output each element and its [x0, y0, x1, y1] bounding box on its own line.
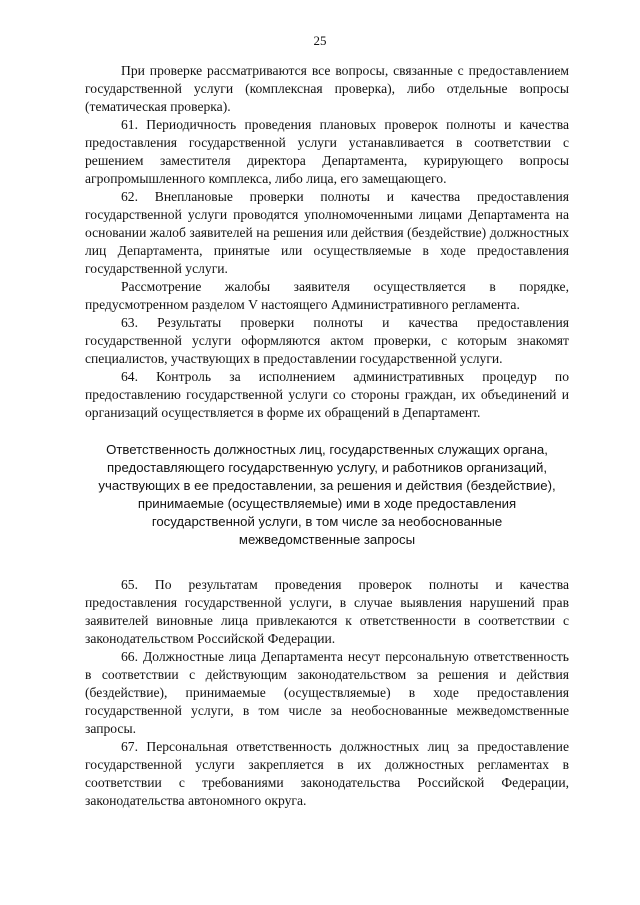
section-heading-line: участвующих в ее предоставлении, за решения и действия (бездействие), [98, 478, 556, 493]
section-heading [85, 441, 569, 549]
section-heading-line: Ответственность должностных лиц, государственных служащих органа, [106, 442, 548, 457]
document-body [85, 62, 569, 810]
paragraph-64: 64. Контроль за исполнением административных процедур по предоставлению государственной услуги со стороны граждан, их объединений и организаций осуществляется в форме их обращений в Департамент. [85, 369, 569, 420]
section-heading-line: государственной услуги, в том числе за необоснованные [151, 514, 503, 529]
paragraph-complaint-review: Рассмотрение жалобы заявителя осуществляется в порядке, предусмотренном разделом V настоящего Административного регламента. [85, 279, 569, 312]
paragraph-67: 67. Персональная ответственность должностных лиц за предоставление государственной услуги закрепляется в их должностных регламентах в соответствии с требованиями законодательства Российской Федерации, законодательства автономного округа. [85, 739, 569, 808]
section-heading-line: принимаемые (осуществляемые) ими в ходе предоставления [137, 496, 517, 511]
paragraph-65: 65. По результатам проведения проверок полноты и качества предоставления государственной услуги, в случае выявления нарушений прав заявителей виновные лица привлекаются к ответственности в соответствии с законодательством Российской Федерации. [85, 577, 569, 646]
paragraph-66: 66. Должностные лица Департамента несут персональную ответственность в соответствии с действующим законодательством за решения и действия (бездействие), принимаемые (осуществляемые) в ходе предоставления государственной услуги, в том числе за необоснованные межведомственные запросы. [85, 649, 569, 736]
paragraph-63: 63. Результаты проверки полноты и качества предоставления государственной услуги оформляются актом проверки, с которым знакомят специалистов, участвующих в предоставлении государственной услуги. [85, 315, 569, 366]
section-heading-line: предоставляющего государственную услугу, и работников организаций, [106, 460, 547, 475]
paragraph-checks-scope: При проверке рассматриваются все вопросы, связанные с предоставлением государственной услуги (комплексная проверка), либо отдельные вопросы (тематическая проверка). [85, 63, 569, 114]
paragraph-62: 62. Внеплановые проверки полноты и качества предоставления государственной услуги проводятся уполномоченными лицами Департамента на основании жалоб заявителей на решения или действия (бездействие) должностных лиц Департамента, принятые или осуществляемые в ходе предоставления государственной услуги. [85, 189, 569, 276]
paragraph-61: 61. Периодичность проведения плановых проверок полноты и качества предоставления государственной услуги устанавливается в соответствии с решением заместителя директора Департамента, курирующего вопросы агропромышленного комплекса, либо лица, его замещающего. [85, 117, 569, 186]
page-number: 25 [313, 33, 327, 48]
section-heading-line: межведомственные запросы [238, 532, 416, 547]
